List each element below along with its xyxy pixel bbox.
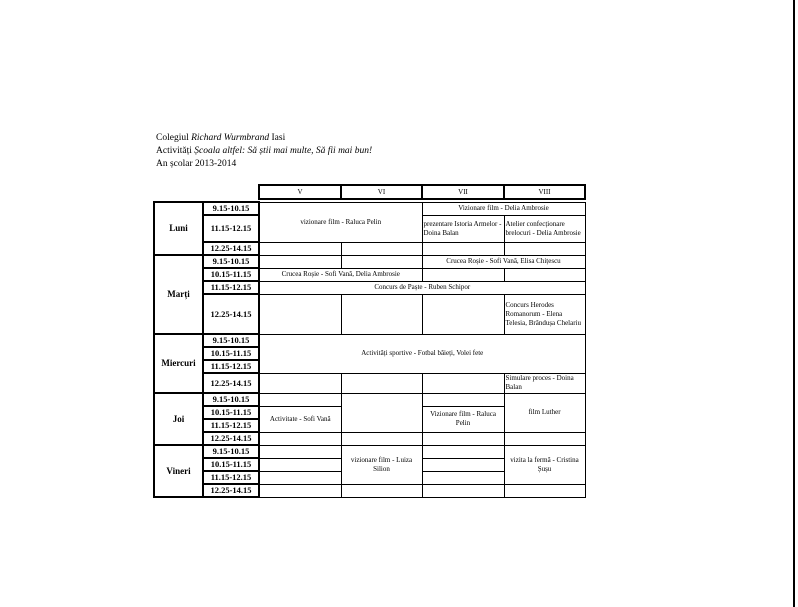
empty-cell	[259, 373, 341, 393]
empty-cell	[259, 432, 341, 445]
empty-cell	[504, 432, 585, 445]
school-name: Richard Wurmbrand	[191, 133, 270, 143]
column-header-vi: VI	[341, 185, 422, 199]
activity-cell: film Luther	[504, 393, 585, 432]
empty-cell	[341, 294, 422, 334]
empty-cell	[341, 393, 422, 432]
empty-cell	[422, 484, 504, 497]
document-heading	[156, 132, 372, 171]
empty-cell	[504, 242, 585, 255]
activity-cell: Atelier confecționare brelocuri - Delia Ambrosie	[504, 215, 585, 242]
activity-cell: Simulare proces - Doina Balan	[504, 373, 585, 393]
empty-cell	[259, 445, 341, 458]
school-line	[156, 132, 372, 145]
school-city: Iasi	[269, 133, 286, 143]
empty-cell	[259, 484, 341, 497]
empty-cell	[422, 432, 504, 445]
time-slot: 10.15-11.15	[203, 458, 259, 471]
activity-cell: prezentare Istoria Armelor - Doina Balan	[422, 215, 504, 242]
time-slot: 9.15-10.15	[203, 255, 259, 268]
time-slot: 9.15-10.15	[203, 445, 259, 458]
time-slot: 10.15-11.15	[203, 347, 259, 360]
empty-cell	[422, 458, 504, 471]
time-slot: 12.25-14.15	[203, 373, 259, 393]
empty-cell	[259, 393, 341, 406]
activity-cell: vizionare film - Raluca Pelin	[259, 202, 422, 242]
day-luni: Luni	[154, 202, 203, 255]
empty-cell	[504, 484, 585, 497]
header-row	[154, 185, 585, 199]
activity-cell: Vizionare film - Raluca Pelin	[422, 406, 504, 432]
activity-cell: vizita la fermă - Cristina Șușu	[504, 445, 585, 484]
day-marti: Marți	[154, 255, 203, 334]
program-line	[156, 145, 372, 158]
time-slot: 9.15-10.15	[203, 393, 259, 406]
empty-cell	[259, 458, 341, 471]
empty-cell	[341, 432, 422, 445]
column-header-v: V	[259, 185, 341, 199]
empty-cell	[259, 255, 341, 268]
empty-corner	[203, 185, 259, 199]
time-slot: 11.15-12.15	[203, 281, 259, 294]
time-slot: 10.15-11.15	[203, 268, 259, 281]
empty-cell	[422, 242, 504, 255]
column-header-vii: VII	[422, 185, 504, 199]
empty-cell	[504, 268, 585, 281]
activity-cell: Activitate - Sofi Vană	[259, 406, 341, 432]
empty-cell	[422, 393, 504, 406]
time-slot: 12.25-14.15	[203, 484, 259, 497]
time-slot: 10.15-11.15	[203, 406, 259, 419]
empty-cell	[422, 294, 504, 334]
program-title: Școala altfel: Să știi mai multe, Să fii mai bun!	[194, 146, 373, 156]
empty-cell	[259, 294, 341, 334]
empty-cell	[422, 268, 504, 281]
empty-cell	[341, 373, 422, 393]
time-slot: 12.25-14.15	[203, 294, 259, 334]
time-slot: 12.25-14.15	[203, 432, 259, 445]
activity-cell: Crucea Roșie - Sofi Vană, Delia Ambrosie	[259, 268, 422, 281]
time-slot: 11.15-12.15	[203, 360, 259, 373]
empty-cell	[341, 242, 422, 255]
activity-cell: Vizionare film - Delia Ambrosie	[422, 202, 585, 215]
empty-cell	[422, 445, 504, 458]
time-slot: 12.25-14.15	[203, 242, 259, 255]
activity-cell: Crucea Roșie - Sofi Vană, Elisa Chițescu	[422, 255, 585, 268]
empty-cell	[341, 484, 422, 497]
schedule-table	[153, 184, 586, 498]
page-right-edge	[793, 0, 795, 607]
empty-cell	[422, 471, 504, 484]
activity-cell: Concurs de Paște - Ruben Schipor	[259, 281, 585, 294]
day-joi: Joi	[154, 393, 203, 445]
empty-cell	[341, 255, 422, 268]
day-miercuri: Miercuri	[154, 334, 203, 393]
time-slot: 11.15-12.15	[203, 471, 259, 484]
column-header-viii: VIII	[504, 185, 585, 199]
activity-cell: Activități sportive - Fotbal băieți, Volei fete	[259, 334, 585, 373]
activity-cell: Concurs Herodes Romanorum - Elena Telesia, Brândușa Chelariu	[504, 294, 585, 334]
time-slot: 9.15-10.15	[203, 202, 259, 215]
activity-cell: vizionare film - Luiza Silion	[341, 445, 422, 484]
program-prefix: Activități	[156, 146, 195, 156]
time-slot: 11.15-12.15	[203, 419, 259, 432]
time-slot: 9.15-10.15	[203, 334, 259, 347]
day-vineri: Vineri	[154, 445, 203, 497]
time-slot: 11.15-12.15	[203, 215, 259, 242]
empty-cell	[422, 373, 504, 393]
school-year: An școlar 2013-2014	[156, 159, 237, 169]
empty-cell	[259, 471, 341, 484]
empty-corner	[154, 185, 203, 199]
empty-cell	[259, 242, 341, 255]
school-prefix: Colegiul	[156, 133, 192, 143]
